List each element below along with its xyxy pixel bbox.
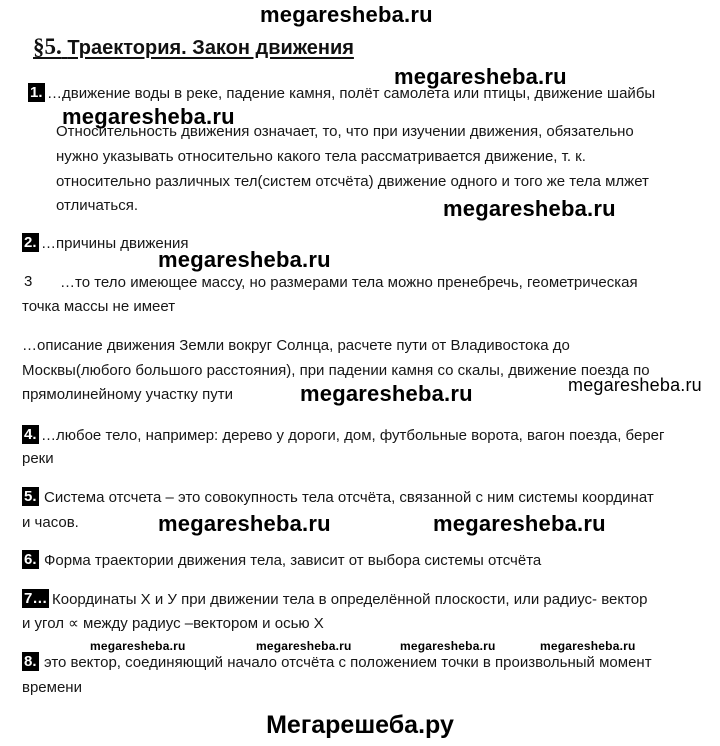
- watermark: megaresheba.ru: [158, 511, 331, 536]
- watermark: megaresheba.ru: [394, 64, 567, 89]
- answer-line: …то тело имеющее массу, но размерами тела можно пренебречь, геометрическая: [60, 274, 638, 291]
- section-title: Траектория. Закон движения: [67, 37, 354, 59]
- answer-line: Москвы(любого большого расстояния), при падении камня со скалы, движение поезда по: [22, 362, 650, 379]
- answer-line: …причины движения: [41, 235, 189, 252]
- watermark: megaresheba.ru: [300, 381, 473, 406]
- item-number-7: 7…: [24, 590, 48, 607]
- answer-line: Система отсчета – это совокупность тела отсчёта, связанной с ним системы координат: [44, 489, 654, 506]
- watermark: megaresheba.ru: [158, 247, 331, 272]
- item-number-6: 6.: [24, 551, 37, 568]
- page-title: [33, 34, 354, 60]
- answer-line: нужно указывать относительно какого тела рассматривается движение, т. к.: [56, 148, 586, 165]
- item-number-8: 8.: [24, 653, 37, 670]
- answer-line: это вектор, соединяющий начало отсчёта с положением точки в произвольный момент: [44, 654, 652, 671]
- answer-line: Форма траектории движения тела, зависит от выбора системы отсчёта: [44, 552, 542, 569]
- item-number-3: 3: [24, 273, 33, 290]
- answer-line: относительно различных тел(систем отсчёта) движение одного и того же тела млжет: [56, 173, 649, 190]
- item-number-2: 2.: [24, 234, 37, 251]
- watermark: megaresheba.ru: [443, 196, 616, 221]
- answer-line: Координаты X и У при движении тела в определённой плоскости, или радиус- вектор: [52, 591, 648, 608]
- watermark: megaresheba.ru: [568, 375, 702, 395]
- footer-brand: Мегарешеба.ру: [266, 711, 454, 739]
- answer-line: …любое тело, например: дерево у дороги, дом, футбольные ворота, вагон поезда, берег: [41, 427, 665, 444]
- item-number-4: 4.: [24, 426, 37, 443]
- answer-line: …движение воды в реке, падение камня, полёт самолета или птицы, движение шайбы: [47, 85, 656, 102]
- answer-line: времени: [22, 679, 82, 696]
- answer-line: прямолинейному участку пути: [22, 386, 233, 403]
- section-number: §5.: [33, 34, 62, 59]
- answer-line: …описание движения Земли вокруг Солнца, расчете пути от Владивостока до: [22, 337, 570, 354]
- answer-line: и угол ∝ между радиус –вектором и осью X: [22, 615, 324, 632]
- item-number-5: 5.: [24, 488, 37, 505]
- header-site-watermark: megaresheba.ru: [260, 2, 433, 27]
- item-number-1: 1.: [30, 84, 43, 101]
- answer-line: Относительность движения означает, то, что при изучении движения, обязательно: [56, 123, 634, 140]
- answer-line: и часов.: [22, 514, 79, 531]
- answer-line: точка массы не имеет: [22, 298, 176, 315]
- watermark: megaresheba.ru: [433, 511, 606, 536]
- watermark: megaresheba.ru: [540, 639, 636, 653]
- answer-line: реки: [22, 450, 54, 467]
- watermark: megaresheba.ru: [90, 639, 186, 653]
- watermark: megaresheba.ru: [400, 639, 496, 653]
- answer-line: отличаться.: [56, 197, 138, 214]
- watermark: megaresheba.ru: [256, 639, 352, 653]
- watermark: megaresheba.ru: [62, 104, 235, 129]
